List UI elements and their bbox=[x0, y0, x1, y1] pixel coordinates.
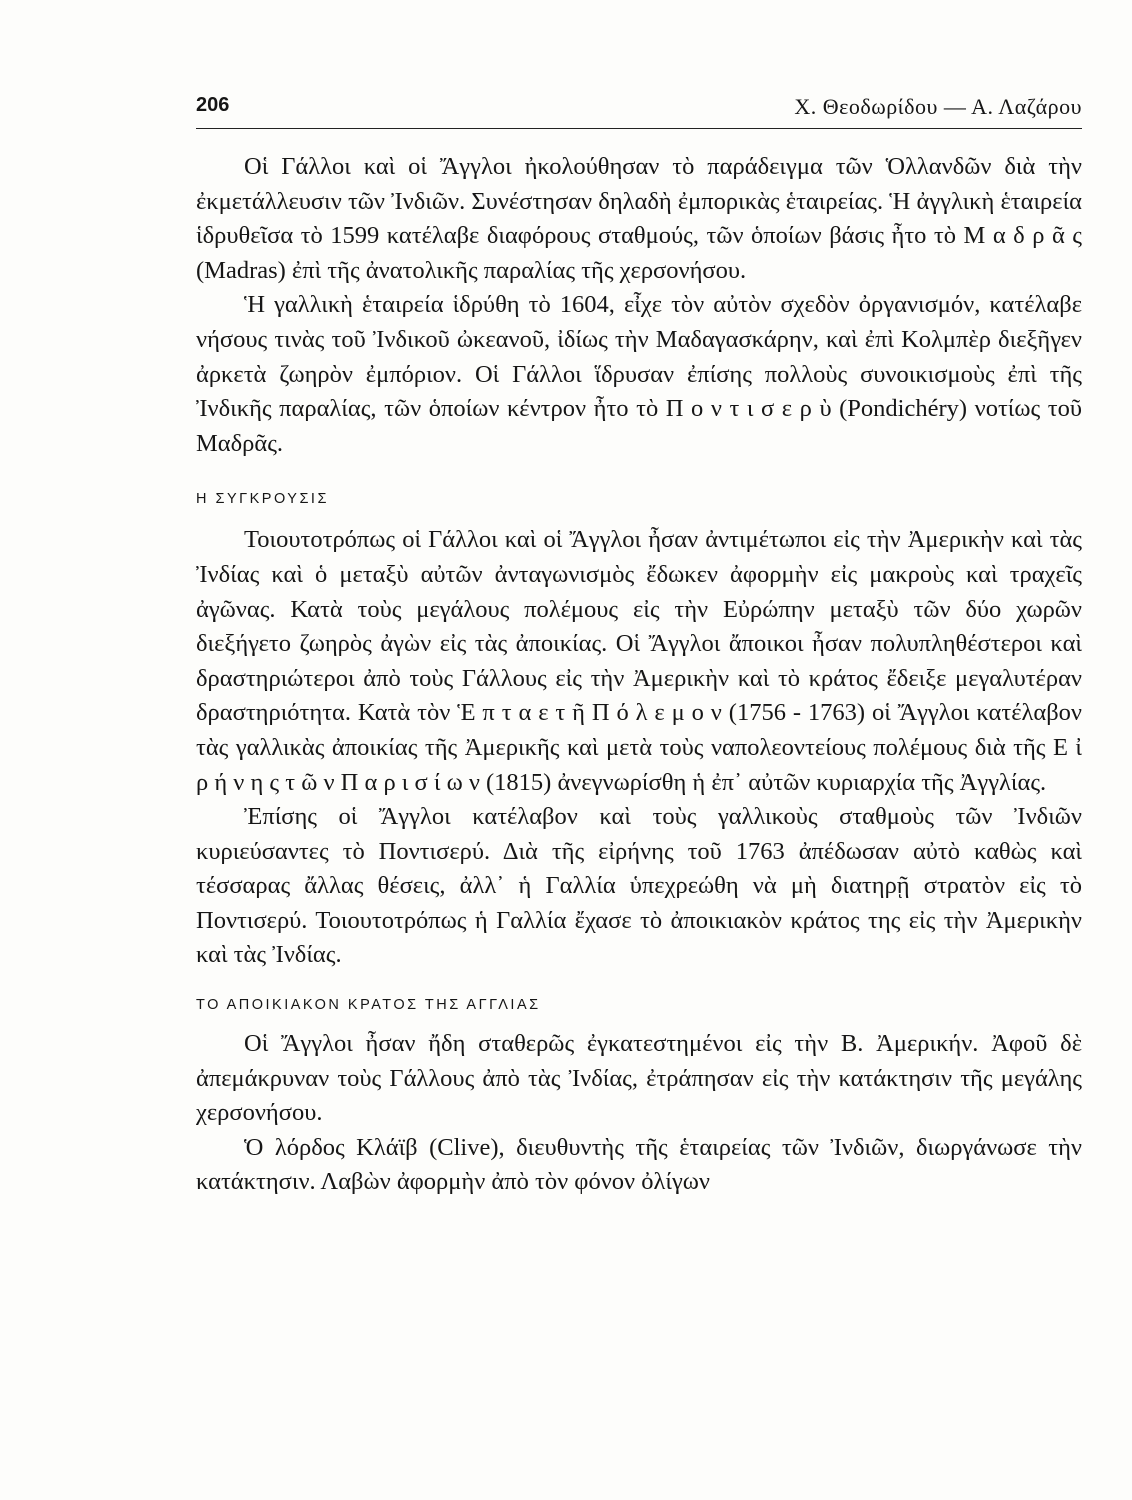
page-number: 206 bbox=[196, 94, 230, 116]
paragraph-4: Ἐπίσης οἱ Ἄγγλοι κατέλαβον καὶ τοὺς γαλλικοὺς σταθμοὺς τῶν Ἰνδιῶν κυριεύσαντες τὸ Ποντισερύ. Διὰ τῆς εἰρήνης τοῦ 1763 ἀπέδωσαν αὐτὸ καθὼς καὶ τέσσαρας ἄλλας θέσεις, ἀλλ᾽ ἡ Γαλλία ὑπεχρεώθη νὰ μὴ διατηρῇ στρατὸν εἰς τὸ Ποντισερύ. Τοιουτοτρόπως ἡ Γαλλία ἔχασε τὸ ἀποικιακὸν κράτος της εἰς τὴν Ἀμερικὴν καὶ τὰς Ἰνδίας. bbox=[196, 803, 1082, 969]
section-heading-colonial-empire: ΤΟ ΑΠΟΙΚΙΑΚΟΝ ΚΡΑΤΟΣ ΤΗΣ ΑΓΓΛΙΑΣ bbox=[196, 997, 541, 1014]
paragraph-3: Τοιουτοτρόπως οἱ Γάλλοι καὶ οἱ Ἄγγλοι ἦσαν ἀντιμέτωποι εἰς τὴν Ἀμερικὴν καὶ τὰς Ἰνδίας καὶ ὁ μεταξὺ αὐτῶν ἀνταγωνισμὸς ἔδωκεν ἀφορμὴν εἰς μακροὺς καὶ τραχεῖς ἀγῶνας. Κατὰ τοὺς μεγάλους πολέμους εἰς τὴν Εὐρώπην μεταξὺ τῶν δύο χωρῶν διεξήγετο ζωηρὸς ἀγὼν εἰς τὰς ἀποικίας. Οἱ Ἄγγλοι ἄποικοι ἦσαν πολυπληθέστεροι καὶ δραστηριώτεροι ἀπὸ τοὺς Γάλλους εἰς τὴν Ἀμερικὴν καὶ τὸ κράτος ἔδειξε μεγαλυτέραν δραστηριότητα. Κατὰ τὸν Ἑ π τ α ε τ ῆ Π ό λ ε μ ο ν (1756 - 1763) οἱ Ἄγγλοι κατέλαβον τὰς γαλλικὰς ἀποικίας τῆς Ἀμερικῆς καὶ μετὰ τοὺς ναπολεοντείους πολέμους διὰ τῆς Ε ἰ ρ ή ν η ς τ ῶ ν Π α ρ ι σ ί ω ν (1815) ἀνεγνωρίσθη ἡ ἐπ᾽ αὐτῶν κυριαρχία τῆς Ἀγγλίας. bbox=[196, 526, 1082, 796]
paragraph-2: Ἡ γαλλικὴ ἑταιρεία ἱδρύθη τὸ 1604, εἶχε τὸν αὐτὸν σχεδὸν ὀργανισμόν, κατέλαβε νήσους τινὰς τοῦ Ἰνδικοῦ ὠκεανοῦ, ἰδίως τὴν Μαδαγασκάρην, καὶ ἐπὶ Κολμπὲρ διεξῆγεν ἀρκετὰ ζωηρὸν ἐμπόριον. Οἱ Γάλλοι ἵδρυσαν ἐπίσης πολλοὺς συνοικισμοὺς ἐπὶ τῆς Ἰνδικῆς παραλίας, τῶν ὁποίων κέντρον ἦτο τὸ Π ο ν τ ι σ ε ρ ὺ (Pondichéry) νοτίως τοῦ Μαδρᾶς. bbox=[196, 291, 1082, 457]
section-heading-conflict: Η ΣΥΓΚΡΟΥΣΙΣ bbox=[196, 491, 329, 508]
paragraph-6: Ὁ λόρδος Κλάϊβ (Clive), διευθυντὴς τῆς ἑταιρείας τῶν Ἰνδιῶν, διωργάνωσε τὴν κατάκτησιν. Λαβὼν ἀφορμὴν ἀπὸ τὸν φόνον ὀλίγων bbox=[196, 1133, 1082, 1196]
paragraph-1: Οἱ Γάλλοι καὶ οἱ Ἄγγλοι ἠκολούθησαν τὸ παράδειγμα τῶν Ὁλλανδῶν διὰ τὴν ἐκμετάλλευσιν τῶν Ἰνδιῶν. Συνέστησαν δηλαδὴ ἐμπορικὰς ἑταιρείας. Ἡ ἀγγλικὴ ἑταιρεία ἱδρυθεῖσα τὸ 1599 κατέλαβε διαφόρους σταθμούς, τῶν ὁποίων βάσις ἦτο τὸ Μ α δ ρ ᾶ ς (Madras) ἐπὶ τῆς ἀνατολικῆς παραλίας τῆς χερσονήσου. bbox=[196, 153, 1082, 284]
page-header bbox=[196, 92, 1082, 129]
running-head: Χ. Θεοδωρίδου — Α. Λαζάρου bbox=[794, 94, 1082, 119]
paragraph-5: Οἱ Ἄγγλοι ἦσαν ἤδη σταθερῶς ἐγκατεστημένοι εἰς τὴν Β. Ἀμερικήν. Ἀφοῦ δὲ ἀπεμάκρυναν τοὺς Γάλλους ἀπὸ τὰς Ἰνδίας, ἐτράπησαν εἰς τὴν κατάκτησιν τῆς μεγάλης χερσονήσου. bbox=[196, 1030, 1082, 1127]
page-body bbox=[196, 150, 1082, 1200]
